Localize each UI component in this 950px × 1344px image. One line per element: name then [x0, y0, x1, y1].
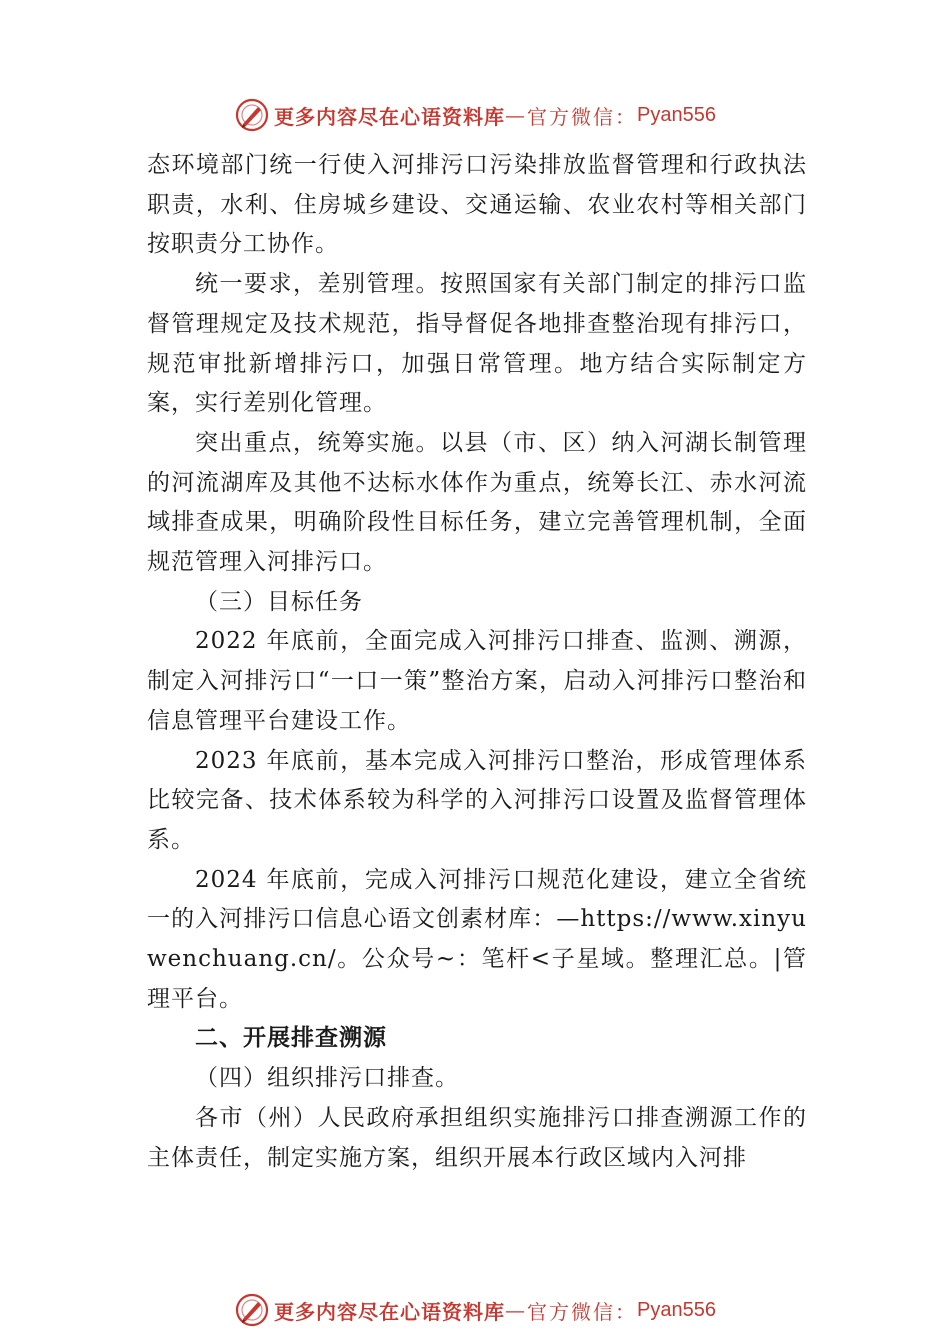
pen-logo-icon	[234, 97, 270, 133]
banner-dash: —	[505, 1298, 528, 1322]
paragraph-2024-target: 2024 年底前，完成入河排污口规范化建设，建立全省统一的入河排污口信息心语文创素材库：—https://www.xinyuwenchuang.cn/。公众号~：笔杆<子星域。整理汇总。|管理平台。	[147, 866, 807, 1012]
banner-dash: —	[505, 103, 528, 127]
section-heading-targets: （三）目标任务	[195, 588, 363, 615]
pen-logo-icon	[234, 1292, 270, 1328]
paragraph-city-responsibility: 各市（州）人民政府承担组织实施排污口排查溯源工作的主体责任，制定实施方案，组织开展本行政区域内入河排	[147, 1104, 807, 1171]
banner-sub-text: 官方微信：	[527, 1299, 638, 1324]
banner-main-text: 更多内容尽在心语资料库	[274, 1299, 506, 1324]
footer-watermark-banner	[0, 1290, 950, 1330]
paragraph-unified-requirements: 统一要求，差别管理。按照国家有关部门制定的排污口监督管理规定及技术规范，指导督促各地排查整治现有排污口，规范审批新增排污口，加强日常管理。地方结合实际制定方案，实行差别化管理。	[147, 271, 807, 417]
paragraph-continuation: 态环境部门统一行使入河排污口污染排放监督管理和行政执法职责，水利、住房城乡建设、交通运输、农业农村等相关部门按职责分工协作。	[147, 152, 807, 258]
header-watermark-banner	[0, 95, 950, 135]
paragraph-2022-target: 2022 年底前，全面完成入河排污口排查、监测、溯源，制定入河排污口“一口一策”整治方案，启动入河排污口整治和信息管理平台建设工作。	[147, 628, 807, 734]
subheading-organize-investigation: （四）组织排污口排查。	[195, 1065, 459, 1092]
banner-handle: Pyan556	[637, 1298, 716, 1321]
section-heading-investigation: 二、开展排查溯源	[195, 1025, 387, 1052]
document-body	[147, 146, 807, 1178]
paragraph-2023-target: 2023 年底前，基本完成入河排污口整治，形成管理体系比较完备、技术体系较为科学的入河排污口设置及监督管理体系。	[147, 747, 807, 853]
banner-handle: Pyan556	[637, 103, 716, 126]
banner-sub-text: 官方微信：	[527, 104, 638, 129]
paragraph-key-focus: 突出重点，统筹实施。以县（市、区）纳入河湖长制管理的河流湖库及其他不达标水体作为重点，统筹长江、赤水河流域排查成果，明确阶段性目标任务，建立完善管理机制，全面规范管理入河排污口。	[147, 429, 807, 576]
banner-main-text: 更多内容尽在心语资料库	[274, 104, 506, 129]
